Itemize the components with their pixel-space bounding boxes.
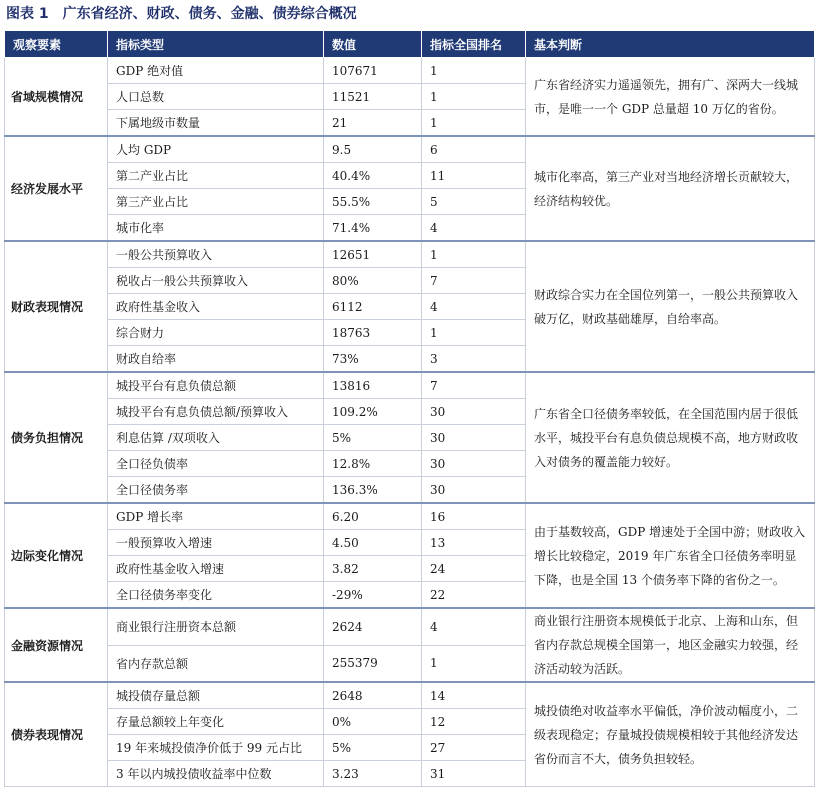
rank-cell: 13	[422, 530, 526, 556]
overview-table	[4, 30, 815, 787]
value-cell: 5%	[324, 735, 422, 761]
rank-cell: 3	[422, 346, 526, 373]
figure-title: 图表 1 广东省经济、财政、债务、金融、债券综合概况	[6, 6, 357, 22]
indicator-cell: GDP 绝对值	[108, 58, 324, 84]
rank-cell: 1	[422, 110, 526, 137]
indicator-cell: 税收占一般公共预算收入	[108, 268, 324, 294]
rank-cell: 1	[422, 320, 526, 346]
indicator-cell: 人口总数	[108, 84, 324, 110]
rank-cell: 24	[422, 556, 526, 582]
indicator-cell: 第三产业占比	[108, 189, 324, 215]
value-cell: 2624	[324, 608, 422, 645]
value-cell: 3.23	[324, 761, 422, 787]
header-indicator: 指标类型	[108, 31, 324, 58]
indicator-cell: 利息估算 /双项收入	[108, 425, 324, 451]
value-cell: 4.50	[324, 530, 422, 556]
indicator-cell: 政府性基金收入增速	[108, 556, 324, 582]
indicator-cell: 政府性基金收入	[108, 294, 324, 320]
judgement-cell: 广东省经济实力遥遥领先，拥有广、深两大一线城市，是唯一一个 GDP 总量超 10 万亿的省份。	[526, 58, 815, 137]
value-cell: 107671	[324, 58, 422, 84]
indicator-cell: 财政自给率	[108, 346, 324, 373]
table-row	[5, 372, 815, 399]
value-cell: 21	[324, 110, 422, 137]
rank-cell: 30	[422, 425, 526, 451]
value-cell: 2648	[324, 682, 422, 709]
indicator-cell: 城投债存量总额	[108, 682, 324, 709]
value-cell: 109.2%	[324, 399, 422, 425]
rank-cell: 4	[422, 215, 526, 242]
judgement-cell: 由于基数较高，GDP 增速处于全国中游；财政收入增长比较稳定，2019 年广东省全口径债务率明显下降，也是全国 13 个债务率下降的省份之一。	[526, 503, 815, 608]
rank-cell: 22	[422, 582, 526, 609]
indicator-cell: 城投平台有息负债总额	[108, 372, 324, 399]
table-header-row	[5, 31, 815, 58]
indicator-cell: 全口径债务率变化	[108, 582, 324, 609]
factor-cell: 金融资源情况	[5, 608, 108, 682]
indicator-cell: 人均 GDP	[108, 136, 324, 163]
value-cell: 55.5%	[324, 189, 422, 215]
factor-cell: 债券表现情况	[5, 682, 108, 787]
indicator-cell: 全口径债务率	[108, 477, 324, 504]
indicator-cell: 19 年来城投债净价低于 99 元占比	[108, 735, 324, 761]
indicator-cell: 存量总额较上年变化	[108, 709, 324, 735]
value-cell: 73%	[324, 346, 422, 373]
value-cell: 12.8%	[324, 451, 422, 477]
judgement-cell: 商业银行注册资本规模低于北京、上海和山东，但省内存款总规模全国第一，地区金融实力较强，经济活动较为活跃。	[526, 608, 815, 682]
value-cell: 3.82	[324, 556, 422, 582]
judgement-cell: 城投债绝对收益率水平偏低，净价波动幅度小，二级表现稳定；存量城投债规模相较于其他经济发达省份而言不大，债务负担较轻。	[526, 682, 815, 787]
judgement-cell: 城市化率高，第三产业对当地经济增长贡献较大，经济结构较优。	[526, 136, 815, 241]
value-cell: 6.20	[324, 503, 422, 530]
rank-cell: 5	[422, 189, 526, 215]
indicator-cell: 城市化率	[108, 215, 324, 242]
factor-cell: 财政表现情况	[5, 241, 108, 372]
rank-cell: 7	[422, 372, 526, 399]
factor-cell: 省域规模情况	[5, 58, 108, 137]
header-judgement: 基本判断	[526, 31, 815, 58]
indicator-cell: 综合财力	[108, 320, 324, 346]
header-rank: 指标全国排名	[422, 31, 526, 58]
table-row	[5, 608, 815, 645]
rank-cell: 30	[422, 451, 526, 477]
value-cell: 13816	[324, 372, 422, 399]
value-cell: 18763	[324, 320, 422, 346]
judgement-cell: 广东省全口径债务率较低，在全国范围内居于很低水平，城投平台有息负债总规模不高，地方财政收入对债务的覆盖能力较好。	[526, 372, 815, 503]
indicator-cell: 3 年以内城投债收益率中位数	[108, 761, 324, 787]
factor-cell: 经济发展水平	[5, 136, 108, 241]
value-cell: 12651	[324, 241, 422, 268]
value-cell: 136.3%	[324, 477, 422, 504]
value-cell: 11521	[324, 84, 422, 110]
table-row	[5, 241, 815, 268]
value-cell: 9.5	[324, 136, 422, 163]
value-cell: 80%	[324, 268, 422, 294]
rank-cell: 30	[422, 477, 526, 504]
indicator-cell: 省内存款总额	[108, 645, 324, 682]
header-factor: 观察要素	[5, 31, 108, 58]
indicator-cell: 一般预算收入增速	[108, 530, 324, 556]
indicator-cell: 一般公共预算收入	[108, 241, 324, 268]
rank-cell: 7	[422, 268, 526, 294]
value-cell: 40.4%	[324, 163, 422, 189]
table-row	[5, 58, 815, 84]
indicator-cell: 第二产业占比	[108, 163, 324, 189]
rank-cell: 4	[422, 294, 526, 320]
rank-cell: 6	[422, 136, 526, 163]
rank-cell: 1	[422, 241, 526, 268]
indicator-cell: GDP 增长率	[108, 503, 324, 530]
header-value: 数值	[324, 31, 422, 58]
factor-cell: 边际变化情况	[5, 503, 108, 608]
rank-cell: 12	[422, 709, 526, 735]
value-cell: 71.4%	[324, 215, 422, 242]
value-cell: -29%	[324, 582, 422, 609]
judgement-cell: 财政综合实力在全国位列第一，一般公共预算收入破万亿，财政基础雄厚，自给率高。	[526, 241, 815, 372]
indicator-cell: 商业银行注册资本总额	[108, 608, 324, 645]
table-row	[5, 136, 815, 163]
rank-cell: 30	[422, 399, 526, 425]
rank-cell: 1	[422, 645, 526, 682]
indicator-cell: 城投平台有息负债总额/预算收入	[108, 399, 324, 425]
table-body	[5, 58, 815, 787]
table-row	[5, 682, 815, 709]
rank-cell: 1	[422, 84, 526, 110]
table-row	[5, 503, 815, 530]
factor-cell: 债务负担情况	[5, 372, 108, 503]
indicator-cell: 全口径负债率	[108, 451, 324, 477]
value-cell: 0%	[324, 709, 422, 735]
indicator-cell: 下属地级市数量	[108, 110, 324, 137]
rank-cell: 1	[422, 58, 526, 84]
rank-cell: 11	[422, 163, 526, 189]
value-cell: 255379	[324, 645, 422, 682]
value-cell: 6112	[324, 294, 422, 320]
rank-cell: 16	[422, 503, 526, 530]
rank-cell: 31	[422, 761, 526, 787]
rank-cell: 14	[422, 682, 526, 709]
value-cell: 5%	[324, 425, 422, 451]
rank-cell: 4	[422, 608, 526, 645]
rank-cell: 27	[422, 735, 526, 761]
